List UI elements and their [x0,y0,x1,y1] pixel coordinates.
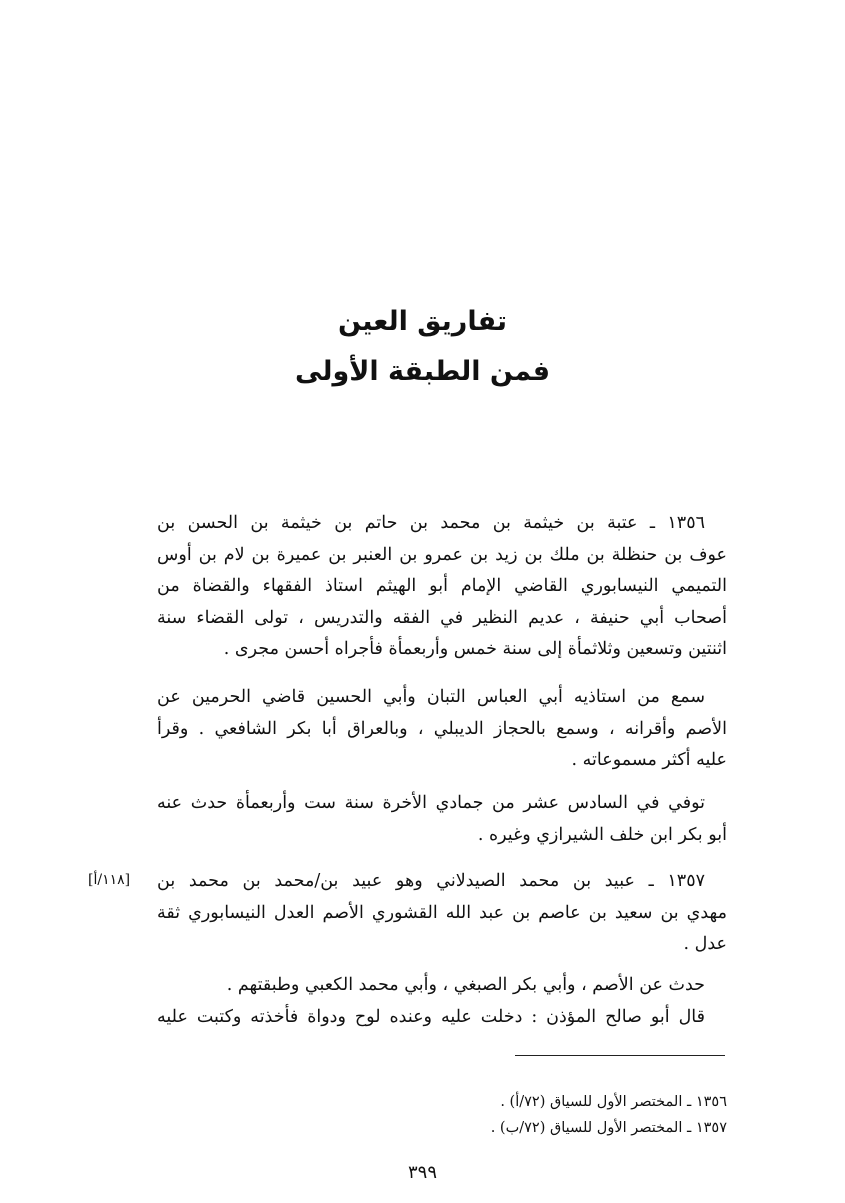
manuscript-folio-ref: [١١٨/أ] [88,872,131,888]
text-line: التميمي النيسابوري القاضي الإمام أبو الهيثم استاذ الفقهاء والقضاة من [157,576,727,596]
entry-1356-teachers [157,682,727,777]
text-line: ١٣٥٧ ـ عبيد بن محمد الصيدلاني وهو عبيد بن/محمد بن محمد بن [157,871,705,891]
text-line: ١٣٥٦ ـ عتبة بن خيثمة بن محمد بن حاتم بن خيثمة بن الحسن بن [157,513,705,533]
section-title: تفاريق العين [337,306,508,337]
entry-1356-death [157,788,727,851]
entry-1357-biography [157,866,727,961]
entry-1357-narration [157,970,727,1033]
entry-1356-biography [157,508,727,666]
footnote-1357: ١٣٥٧ ـ المختصر الأول للسياق (٧٢/ب) . [490,1120,727,1136]
text-line: قال أبو صالح المؤذن : دخلت عليه وعنده لوح ودواة فأخذته وكتبت عليه [157,1006,705,1027]
text-line: عدل . [683,934,727,954]
text-line: مهدي بن سعيد بن عاصم بن عبد الله القشوري الأصم العدل النيسابوري ثقة [157,902,727,923]
text-line: عليه أكثر مسموعاته . [571,750,727,770]
text-line: سمع من استاذيه أبي العباس التبان وأبي الحسين قاضي الحرمين عن [157,687,705,707]
text-line: توفي في السادس عشر من جمادي الأخرة سنة ست وأربعمأة حدث عنه [157,793,705,813]
page-number: ٣٩٩ [407,1162,437,1183]
text-line: الأصم وأقرانه ، وسمع بالحجاز الديبلي ، وبالعراق أبا بكر الشافعي . وقرأ [157,718,727,739]
text-line: أبو بكر ابن خلف الشيرازي وغيره . [477,824,727,845]
footnote-1356: ١٣٥٦ ـ المختصر الأول للسياق (٧٢/أ) . [500,1094,727,1110]
section-subtitle: فمن الطبقة الأولى [295,356,550,387]
text-line: حدث عن الأصم ، وأبي بكر الصبغي ، وأبي محمد الكعبي وطبقتهم . [226,975,705,995]
text-line: أصحاب أبي حنيفة ، عديم النظير في الفقه والتدريس ، تولى القضاء سنة [157,607,727,628]
text-line: اثنتين وتسعين وثلاثمأة إلى سنة خمس وأربعمأة فأجراه أحسن مجرى . [223,639,727,659]
footnote-divider [515,1055,725,1056]
text-line: عوف بن حنظلة بن ملك بن زيد بن عمرو بن العنبر بن عميرة بن لام بن أوس [157,544,727,565]
